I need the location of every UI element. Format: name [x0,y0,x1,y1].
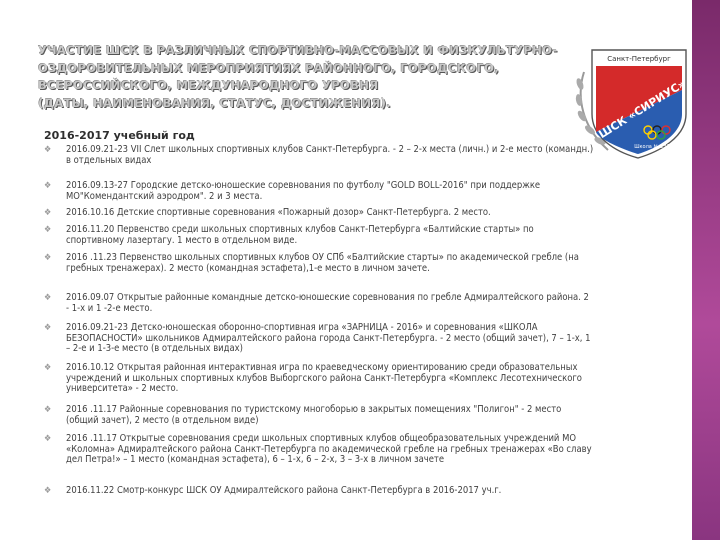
page-title-line: ОЗДОРОВИТЕЛЬНЫХ МЕРОПРИЯТИЯХ РАЙОННОГО, ГОРОДСКОГО, [38,60,499,75]
bullet-icon: ❖ [44,181,52,191]
list-item [44,293,594,314]
list-item [44,486,594,497]
list-item [44,405,594,426]
list-item-text: 2016 .11.17 Открытые соревнования среди школьных спортивных клубов общеобразовательных учреждений МО «Коломна» Адмиралтейского района Санкт-Петербурга по академической гребле на гребных тренажерах «Во славу дел Петра!» – 1 место (командная эстафета), 6 – 1-х, 6 – 2-х, 3 – 3-х в личном зачете [66,433,592,466]
bullet-icon: ❖ [44,225,52,235]
emblem-club-text: ШСК «СИРИУС» [596,77,688,141]
list-item [44,145,594,166]
emblem-school-text: Школа № 232 [634,144,670,150]
page-title-line: ВСЕРОССИЙСКОГО, МЕЖДУНАРОДНОГО УРОВНЯ [38,78,379,92]
bullet-icon: ❖ [44,486,52,496]
list-item-text: 2016.09.21-23 VII Слет школьных спортивных клубов Санкт-Петербурга. - 2 – 2-х места (личн.) и 2-е место (командн.) в отдельных видах [66,144,594,166]
bullet-icon: ❖ [44,323,52,333]
list-item-text: 2016 .11.23 Первенство школьных спортивных клубов ОУ СПб «Балтийские старты» по академической гребле (на гребных тренажерах). 2 место (командная эстафета),1-е место в личном зачете. [66,252,579,274]
list-item-text: 2016.09.13-27 Городские детско-юношеские соревнования по футболу "GOLD BOLL-2016" при поддержке МО"Комендантский аэродром". 2 и 3 места. [66,180,541,202]
bullet-icon: ❖ [44,405,52,415]
list-item [44,253,594,274]
decorative-side-bar [692,0,720,540]
page-title-line: УЧАСТИЕ ШСК В РАЗЛИЧНЫХ СПОРТИВНО-МАССОВЫХ И ФИЗКУЛЬТУРНО- [38,43,558,57]
list-item-text: 2016.11.22 Смотр-конкурс ШСК ОУ Адмиралтейского района Санкт-Петербурга в 2016-2017 уч.г. [66,485,502,496]
list-item-text: 2016.09.21-23 Детско-юношеская оборонно-спортивная игра «ЗАРНИЦА - 2016» и соревнования «ШКОЛА БЕЗОПАСНОСТИ» школьников Адмиралтейского района города Санкт-Петербурга. - 2 место (общий зачет), 7 – 1-х, 1 – 2-е и 1-3-е место (в отдельных видах) [66,322,591,355]
list-item [44,434,594,466]
bullet-icon: ❖ [44,363,52,373]
bullet-icon: ❖ [44,145,52,155]
school-year-heading: 2016-2017 учебный год [44,129,195,142]
page-title [38,42,583,112]
list-item [44,363,594,395]
list-item [44,181,594,202]
page-title-line: (ДАТЫ, НАИМЕНОВАНИЯ, СТАТУС, ДОСТИЖЕНИЯ). [38,95,391,110]
club-emblem [568,42,696,160]
list-item-text: 2016.10.12 Открытая районная интерактивная игра по краеведческому ориентированию среди образовательных учреждений и школьных спортивных клубов Выборгского района Санкт-Петербурга «Комплекс Лесотехнического университета» - 2 место. [66,362,582,395]
list-item [44,323,594,355]
list-item-text: 2016.10.16 Детские спортивные соревнования «Пожарный дозор» Санкт-Петербурга. 2 место. [66,207,491,218]
bullet-icon: ❖ [44,253,52,263]
bullet-icon: ❖ [44,434,52,444]
list-item-text: 2016.11.20 Первенство среди школьных спортивных клубов Санкт-Петербурга «Балтийские старты» по спортивному лазертагу. 1 место в отдельном виде. [66,224,534,246]
bullet-icon: ❖ [44,208,52,218]
list-item-text: 2016 .11.17 Районные соревнования по туристскому многоборью в закрытых помещениях "Полигон" - 2 место (общий зачет), 2 место (в отдельном виде) [66,404,562,426]
bullet-icon: ❖ [44,293,52,303]
list-item-text: 2016.09.07 Открытые районные командные детско-юношеские соревнования по гребле Адмиралтейского района. 2 - 1-х и 1 -2-е место. [66,292,589,314]
emblem-city-text: Санкт-Петербург [607,55,671,63]
list-item [44,208,594,219]
list-item [44,225,594,246]
